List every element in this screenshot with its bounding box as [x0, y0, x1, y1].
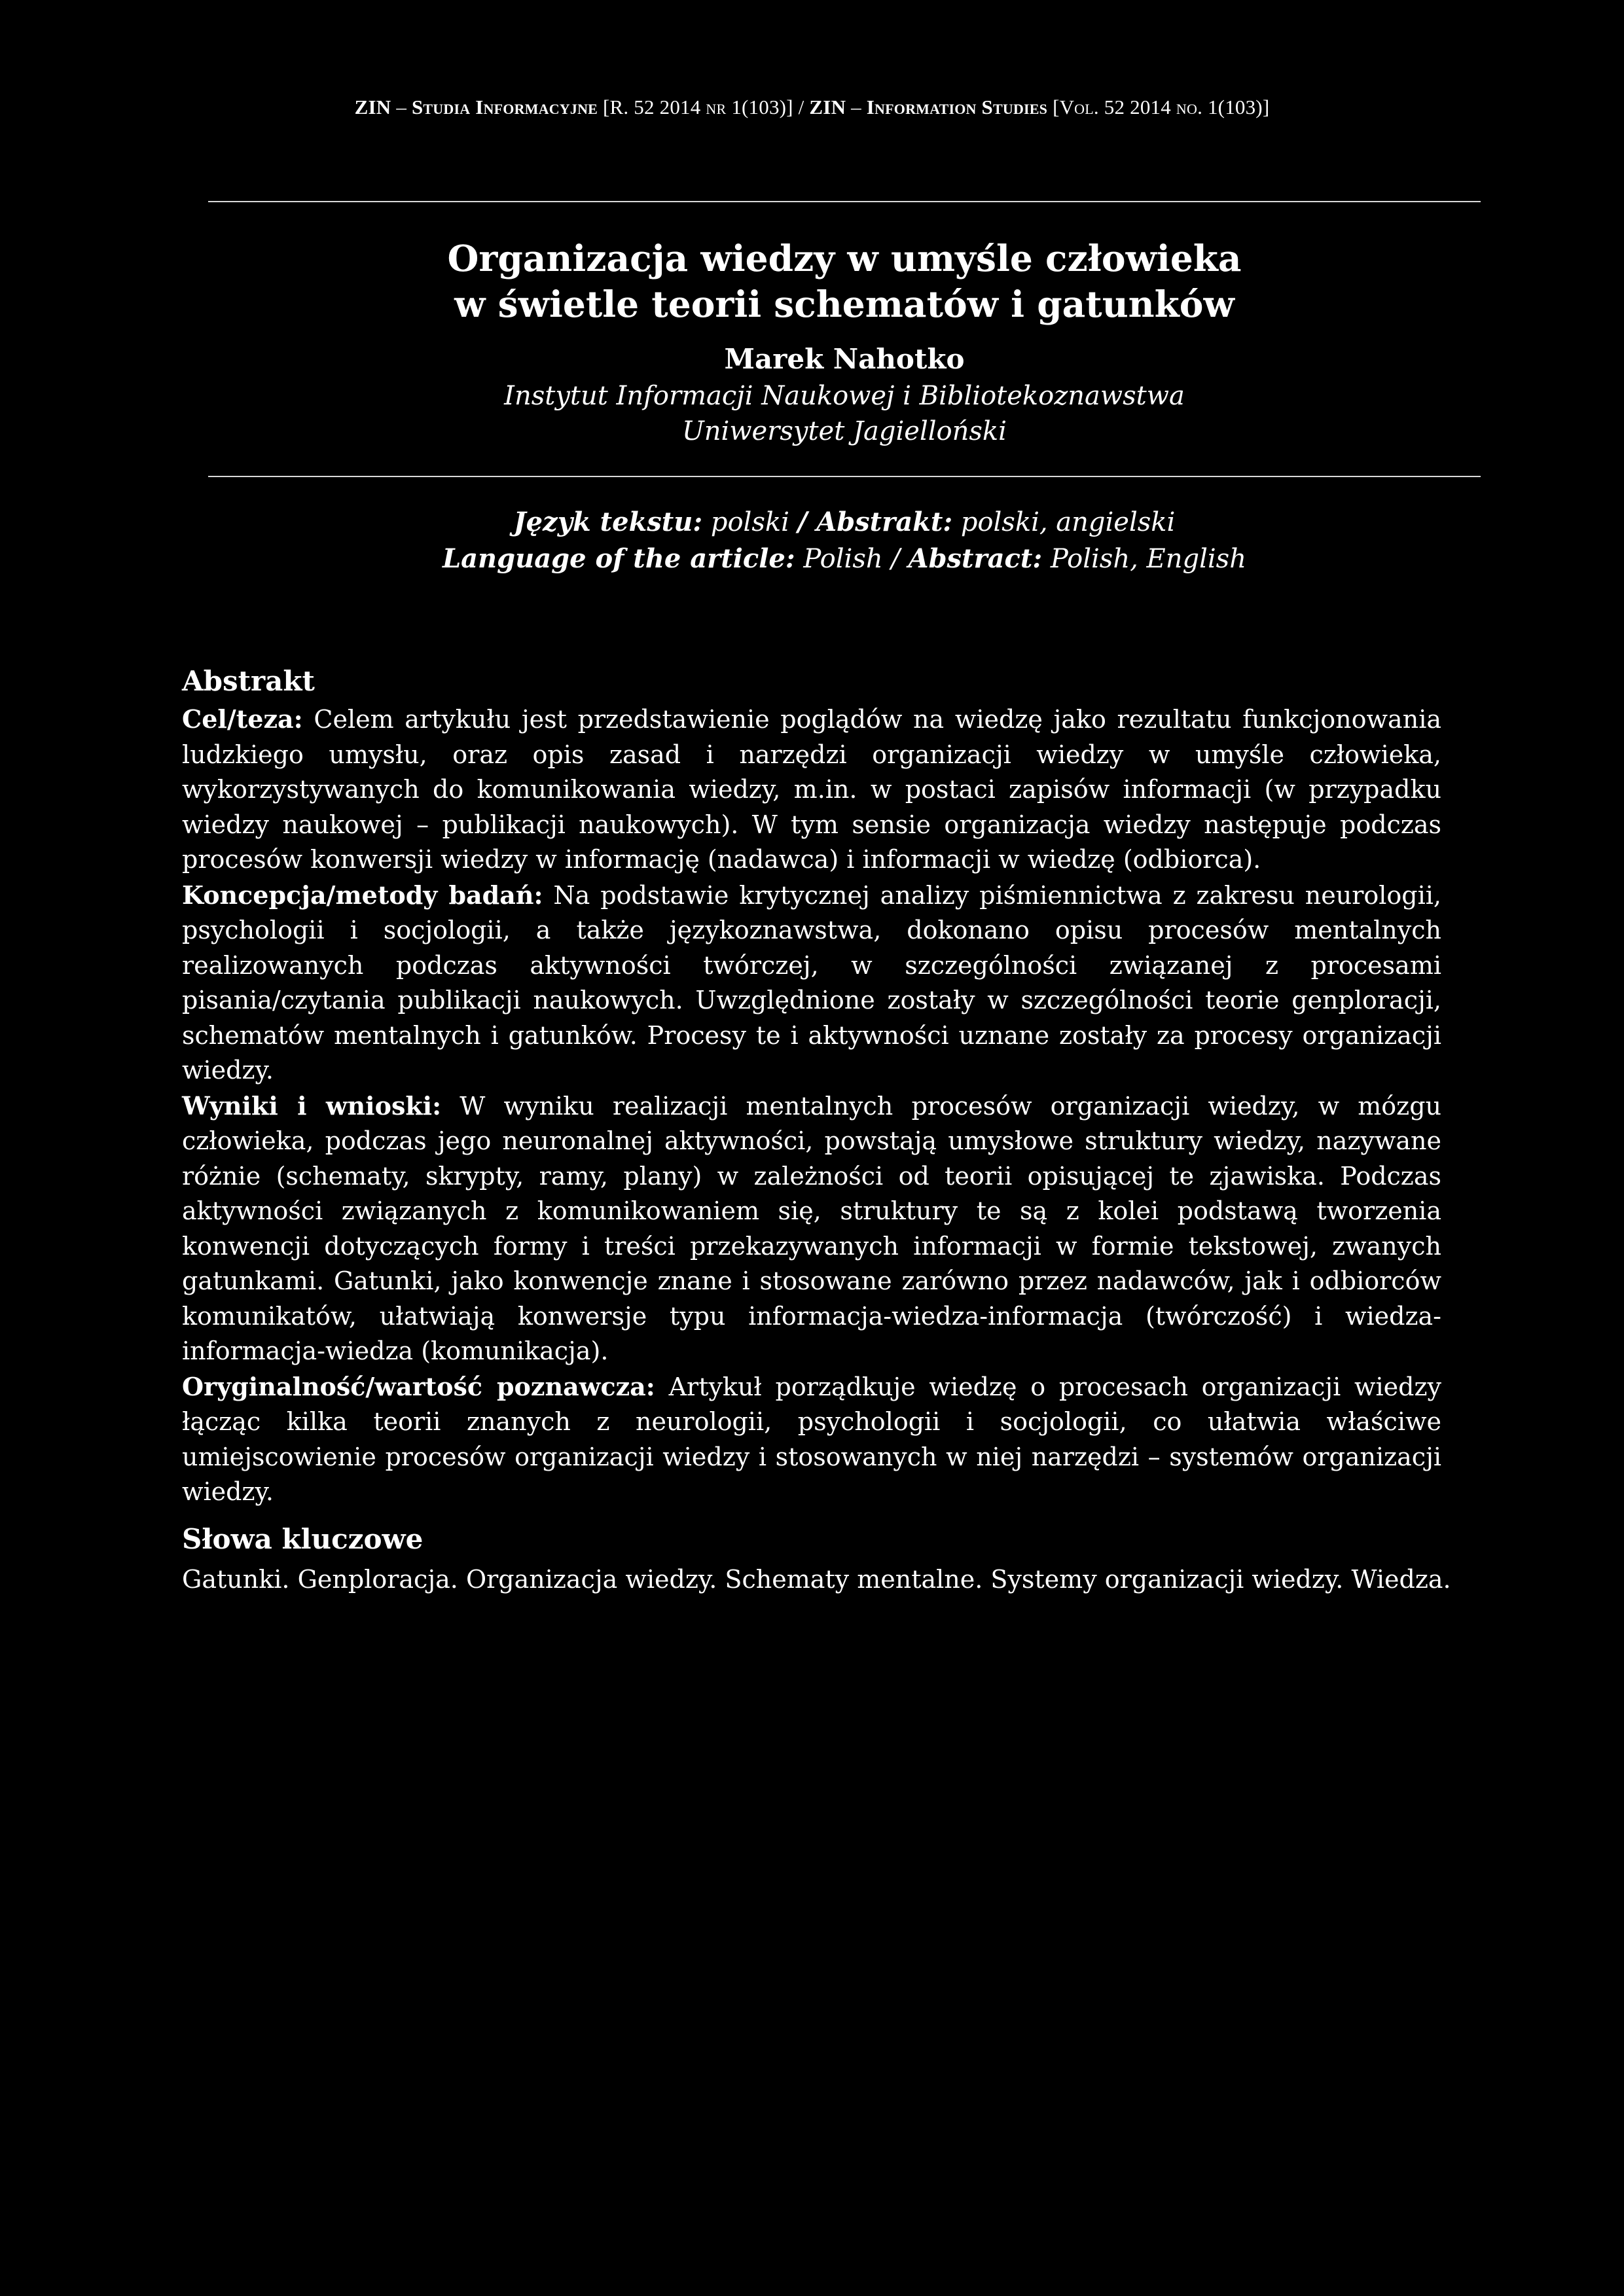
- bottom-divider: [208, 476, 1481, 477]
- paragraph-text: Celem artykułu jest przedstawienie poglądów na wiedzę jako rezultatu funkcjonowania ludzkiego umysłu, oraz opis zasad i narzędzi organizacji wiedzy w umyśle człowieka, wykorzystywanych do komunikowania wiedzy, m.in. w postaci zapisów informacji (w przypadku wiedzy naukowej – publikacji naukowych). W tym sensie organizacja wiedzy następuje podczas procesów konwersji wiedzy w informację (nadawca) i informacji w wiedzę (odbiorca).: [182, 705, 1441, 874]
- article-title-line-1: Organizacja wiedzy w umyśle człowieka: [447, 237, 1242, 279]
- keywords-heading: Słowa kluczowe: [182, 1522, 424, 1555]
- pl-abstract-value: polski, angielski: [952, 507, 1176, 537]
- pl-dash: –: [391, 96, 412, 118]
- author-name: Marek Nahotko: [724, 343, 965, 375]
- en-text-value: Polish: [795, 544, 892, 574]
- en-text-label: Language of the article:: [442, 543, 795, 574]
- top-divider: [208, 201, 1481, 202]
- abstract-heading: Abstrakt: [182, 665, 315, 697]
- article-title-line-2: w świetle teorii schematów i gatunków: [454, 283, 1235, 325]
- running-header: [0, 96, 1624, 119]
- abstract-paragraph-results: [182, 1088, 1441, 1369]
- pl-slash: /: [797, 507, 817, 537]
- paragraph-label: Koncepcja/metody badań:: [182, 880, 543, 910]
- pl-text-label: Język tekstu:: [513, 507, 703, 537]
- paragraph-text: Artykuł porządkuje wiedzę o procesach organizacji wiedzy łącząc kilka teorii znanych z neurologii, psychologii i socjologii, co ułatwia właściwe umiejscowienie procesów organizacji wiedzy i stosowanych w niej narzędzi – systemów organizacji wiedzy.: [182, 1372, 1441, 1506]
- paragraph-label: Cel/teza:: [182, 704, 303, 734]
- pl-journal-name: Studia Informacyjne: [411, 96, 598, 118]
- pl-issue: [R. 52 2014 nr 1(103)]: [598, 96, 793, 118]
- pl-abstract-label: Abstrakt:: [816, 507, 953, 537]
- language-line-en: [208, 541, 1481, 577]
- pl-text-value: polski: [702, 507, 798, 537]
- paragraph-text: Na podstawie krytycznej analizy piśmiennictwa z zakresu neurologii, psychologii i socjologii, a także językoznawstwa, dokonano opisu procesów mentalnych realizowanych podczas aktywności twórczej, w szczególności związanej z procesami pisania/czytania publikacji naukowych. Uwzględnione zostały w szczególności teorie genploracji, schematów mentalnych i gatunków. Procesy te i aktywności uznane zostały za procesy organizacji wiedzy.: [182, 880, 1441, 1085]
- en-dash: –: [846, 96, 867, 118]
- en-slash: /: [891, 544, 909, 574]
- language-line-pl: [208, 504, 1481, 541]
- en-journal-abbr: ZIN: [809, 96, 846, 118]
- abstract-paragraph-goal: [182, 702, 1441, 878]
- keywords-list: Gatunki. Genploracja. Organizacja wiedzy. Schematy mentalne. Systemy organizacji wiedzy. Wiedza.: [182, 1564, 1451, 1594]
- title-block: [208, 236, 1481, 449]
- author-university: Uniwersytet Jagielloński: [682, 416, 1007, 446]
- paragraph-label: Oryginalność/wartość poznawcza:: [182, 1371, 655, 1401]
- paragraph-label: Wyniki i wnioski:: [182, 1090, 442, 1121]
- en-abstract-value: Polish, English: [1042, 544, 1246, 574]
- header-separator: /: [793, 96, 810, 118]
- abstract-paragraph-originality: [182, 1369, 1441, 1510]
- en-abstract-label: Abstract:: [908, 543, 1043, 574]
- en-issue: [Vol. 52 2014 no. 1(103)]: [1047, 96, 1270, 118]
- pl-journal-abbr: ZIN: [354, 96, 391, 118]
- abstract-section: [182, 661, 1451, 1597]
- author-institute: Instytut Informacji Naukowej i Bibliotekoznawstwa: [504, 381, 1185, 411]
- en-journal-name: Information Studies: [866, 96, 1048, 118]
- language-info: [208, 504, 1481, 577]
- paragraph-text: W wyniku realizacji mentalnych procesów organizacji wiedzy, w mózgu człowieka, podczas jego neuronalnej aktywności, powstają umysłowe struktury wiedzy, nazywane różnie (schematy, skrypty, ramy, plany) w zależności od teorii opisującej te zjawiska. Podczas aktywności związanych z komunikowaniem się, struktury te są z kolei podstawą tworzenia konwencji dotyczących formy i treści przekazywanych informacji w formie tekstowej, zwanych gatunkami. Gatunki, jako konwencje znane i stosowane zarówno przez nadawców, jak i odbiorców komunikatów, ułatwiają konwersje typu informacja-wiedza-informacja (twórczość) i wiedza-informacja-wiedza (komunikacja).: [182, 1091, 1442, 1365]
- abstract-paragraph-methods: [182, 878, 1441, 1088]
